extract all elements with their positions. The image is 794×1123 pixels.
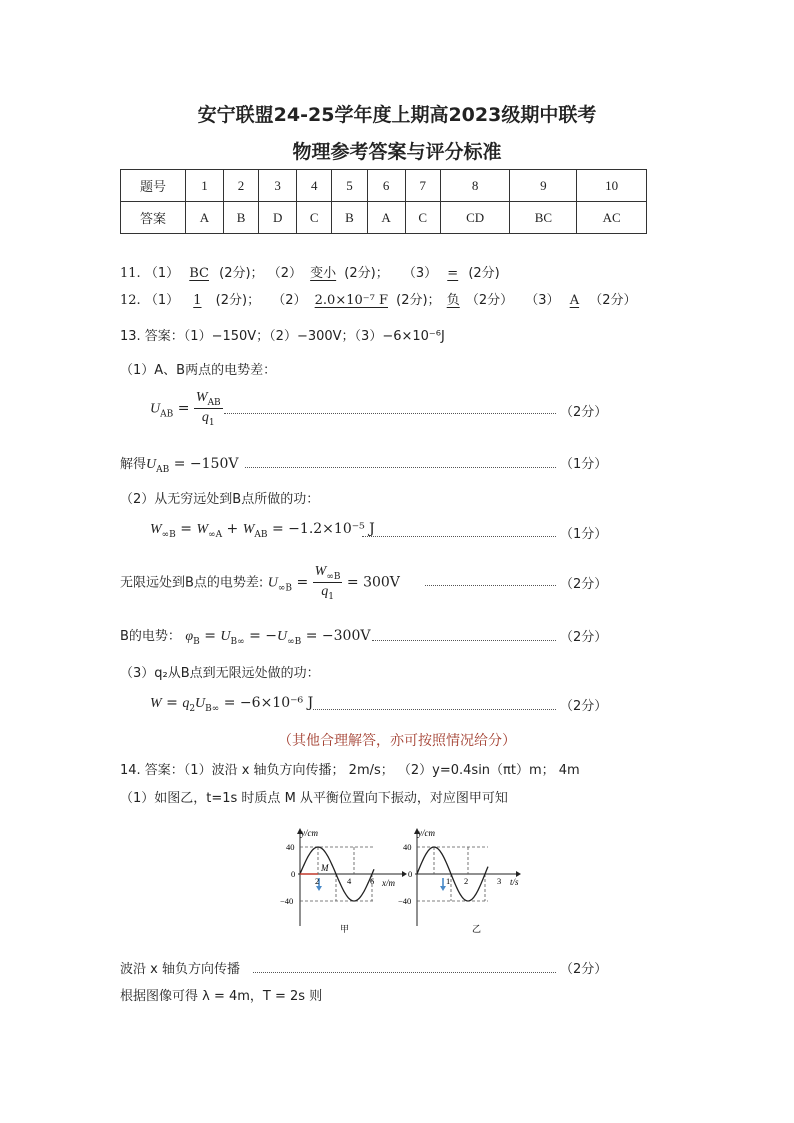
table-cell: 6 (367, 170, 405, 202)
eq-u-inf-b: 无限远处到B点的电势差: $U_{\infty B}$ = $\frac{W_{\infty B}}{q_1}$ = 300V (120, 564, 400, 602)
q12-answer4: A (569, 293, 580, 308)
eq-w3: $W = q_2U_{B\infty} = -6\times 10^{-6}$ J (150, 695, 314, 714)
table-cell: B (332, 202, 367, 234)
eq-sym: W (195, 390, 208, 405)
inf-label: 无限远处到B点的电势差: (120, 575, 264, 591)
table-cell: B (223, 202, 258, 234)
score: （2分） (560, 699, 608, 714)
score: （1分） (560, 527, 608, 542)
q11-score1: (2分)； (219, 266, 264, 281)
x-tick: 2 (315, 876, 320, 886)
q12-label: 12. (120, 293, 141, 308)
y-tick: −40 (398, 896, 412, 906)
q14-conclusion: 波沿 x 轴负方向传播 (120, 962, 240, 977)
x-tick: 4 (347, 876, 352, 886)
eq-result: = −150V (173, 456, 239, 472)
eq-result: = 300V (346, 574, 400, 591)
point-label: M (321, 863, 329, 873)
eq-sym: U (150, 401, 161, 417)
table-row (121, 202, 647, 234)
table-cell: AC (577, 202, 647, 234)
q12-answer1: 1 (193, 293, 202, 308)
y-axis-label: y/cm (418, 828, 435, 838)
dot-leader (313, 709, 556, 710)
q12-part4: （3） (525, 293, 560, 308)
eq-phi-b: B的电势： $\varphi_B = U_{B\infty} = -U_{\infty B} = -300V$ (120, 628, 371, 647)
table-cell: 10 (577, 170, 647, 202)
table-cell: 4 (297, 170, 332, 202)
x-tick: 3 (497, 876, 502, 886)
grading-note: （其他合理解答，亦可按照情况给分） (278, 733, 516, 749)
document-title: 安宁联盟24-25学年度上期高2023级期中联考 (197, 104, 597, 126)
q11-label: 11. (120, 266, 141, 281)
eq-sym: q (201, 410, 209, 426)
dot-leader (245, 467, 556, 468)
eq-result: = −6×10⁻⁶ J (223, 695, 314, 711)
q12-part1: （1） (144, 293, 180, 308)
figure-caption: 甲 (340, 925, 350, 935)
eq-result: = −300V (305, 628, 371, 644)
y-tick: 40 (286, 842, 295, 852)
dot-leader (253, 972, 556, 973)
q12-score3: （2分） (465, 293, 514, 308)
velocity-arrow-head (316, 886, 322, 891)
table-cell: 7 (405, 170, 440, 202)
dot-leader (362, 536, 556, 537)
table-row-head: 题号 (121, 170, 186, 202)
eq-fraction (194, 389, 223, 428)
q11-answer2: 变小 (310, 266, 337, 281)
eq-sub: 1 (208, 417, 215, 428)
q13-part3-title: （3）q₂从B点到无限远处做的功： (120, 666, 320, 681)
b-label: B的电势： (120, 629, 181, 644)
table-row-head: 答案 (121, 202, 186, 234)
figure-jia (270, 822, 413, 937)
y-tick: 40 (403, 842, 412, 852)
q11-score3: (2分) (468, 266, 500, 281)
q14-summary: 14. 答案：（1）波沿 x 轴负方向传播； 2m/s； （2）y=0.4sin（πt）m； 4m (120, 763, 580, 778)
score: （2分） (560, 405, 608, 420)
dot-leader (224, 413, 556, 414)
q11-part2: （2） (267, 266, 302, 281)
x-axis-label: t/s (510, 877, 519, 887)
table-cell: 1 (186, 170, 224, 202)
q12-score1: (2分)； (215, 293, 261, 308)
dot-leader (425, 585, 556, 586)
table-cell: D (259, 202, 297, 234)
figure-caption: 乙 (472, 925, 482, 935)
q12-answer3: 负 (446, 293, 460, 308)
y-tick: −40 (280, 896, 294, 906)
x-tick: 2 (464, 876, 469, 886)
figure-yi (400, 822, 540, 937)
q11-answer1: BC (189, 266, 209, 281)
score: （2分） (560, 630, 608, 645)
eq-result: = −1.2×10⁻⁵ J (272, 521, 375, 537)
table-cell: CD (440, 202, 510, 234)
table-cell: 5 (332, 170, 367, 202)
q11-answer3: = (447, 266, 459, 281)
solve-label: 解得 (120, 457, 147, 472)
table-cell: 2 (223, 170, 258, 202)
answer-table (120, 169, 647, 234)
dot-leader (372, 640, 556, 641)
q13-summary: 13. 答案：（1）−150V；（2）−300V；（3）−6×10⁻⁶J (120, 329, 445, 344)
x-axis-label: x/m (382, 878, 395, 888)
q12-score2: (2分)； (396, 293, 441, 308)
q14-part1-text: （1）如图乙，t=1s 时质点 M 从平衡位置向下振动，对应图甲可知 (120, 791, 508, 806)
x-tick: 1 (446, 876, 451, 886)
y-tick: 0 (291, 869, 296, 879)
eq-w-inf-b: $W_{\infty B} = W_{\infty A} + W_{AB} = -1.2\times 10^{-5}$ J (150, 521, 375, 540)
score: （2分） (560, 962, 608, 977)
eq-uab: $U_{AB}$ = $\frac{W_{AB}}{q_1}$ (150, 390, 221, 428)
q13-part1-title: （1）A、B两点的电势差： (120, 363, 277, 378)
table-row (121, 170, 647, 202)
q11-line (120, 262, 500, 281)
document-subtitle: 物理参考答案与评分标准 (292, 141, 502, 163)
table-cell: C (405, 202, 440, 234)
eq-fraction: $\frac{W_{\infty B}}{q_1}$ (314, 564, 341, 602)
eq-sub: AB (160, 409, 174, 420)
x-tick: 6 (370, 876, 375, 886)
table-cell: 9 (510, 170, 577, 202)
table-cell: C (297, 202, 332, 234)
eq-uab-result: 解得$U_{AB} = -150V$ (120, 456, 239, 475)
velocity-arrow-head (440, 886, 446, 891)
q11-part1: （1） (144, 266, 180, 281)
q11-score2: (2分)； (344, 266, 389, 281)
q12-line (120, 289, 637, 308)
q12-answer2: 2.0×10⁻⁷ F (314, 293, 388, 308)
q11-part3: （3） (402, 266, 438, 281)
q12-score4: （2分） (589, 293, 637, 308)
q13-part2-title: （2）从无穷远处到B点所做的功： (120, 492, 320, 507)
table-cell: BC (510, 202, 577, 234)
y-axis-label: y/cm (301, 828, 318, 838)
table-cell: A (367, 202, 405, 234)
table-cell: 3 (259, 170, 297, 202)
score: （1分） (560, 457, 608, 472)
eq-sub: AB (207, 397, 221, 408)
score: （2分） (560, 577, 608, 592)
table-cell: A (186, 202, 224, 234)
q12-part2: （2） (272, 293, 307, 308)
y-tick: 0 (408, 869, 413, 879)
q14-last-line: 根据图像可得 λ = 4m，T = 2s 则 (120, 989, 323, 1004)
table-cell: 8 (440, 170, 510, 202)
